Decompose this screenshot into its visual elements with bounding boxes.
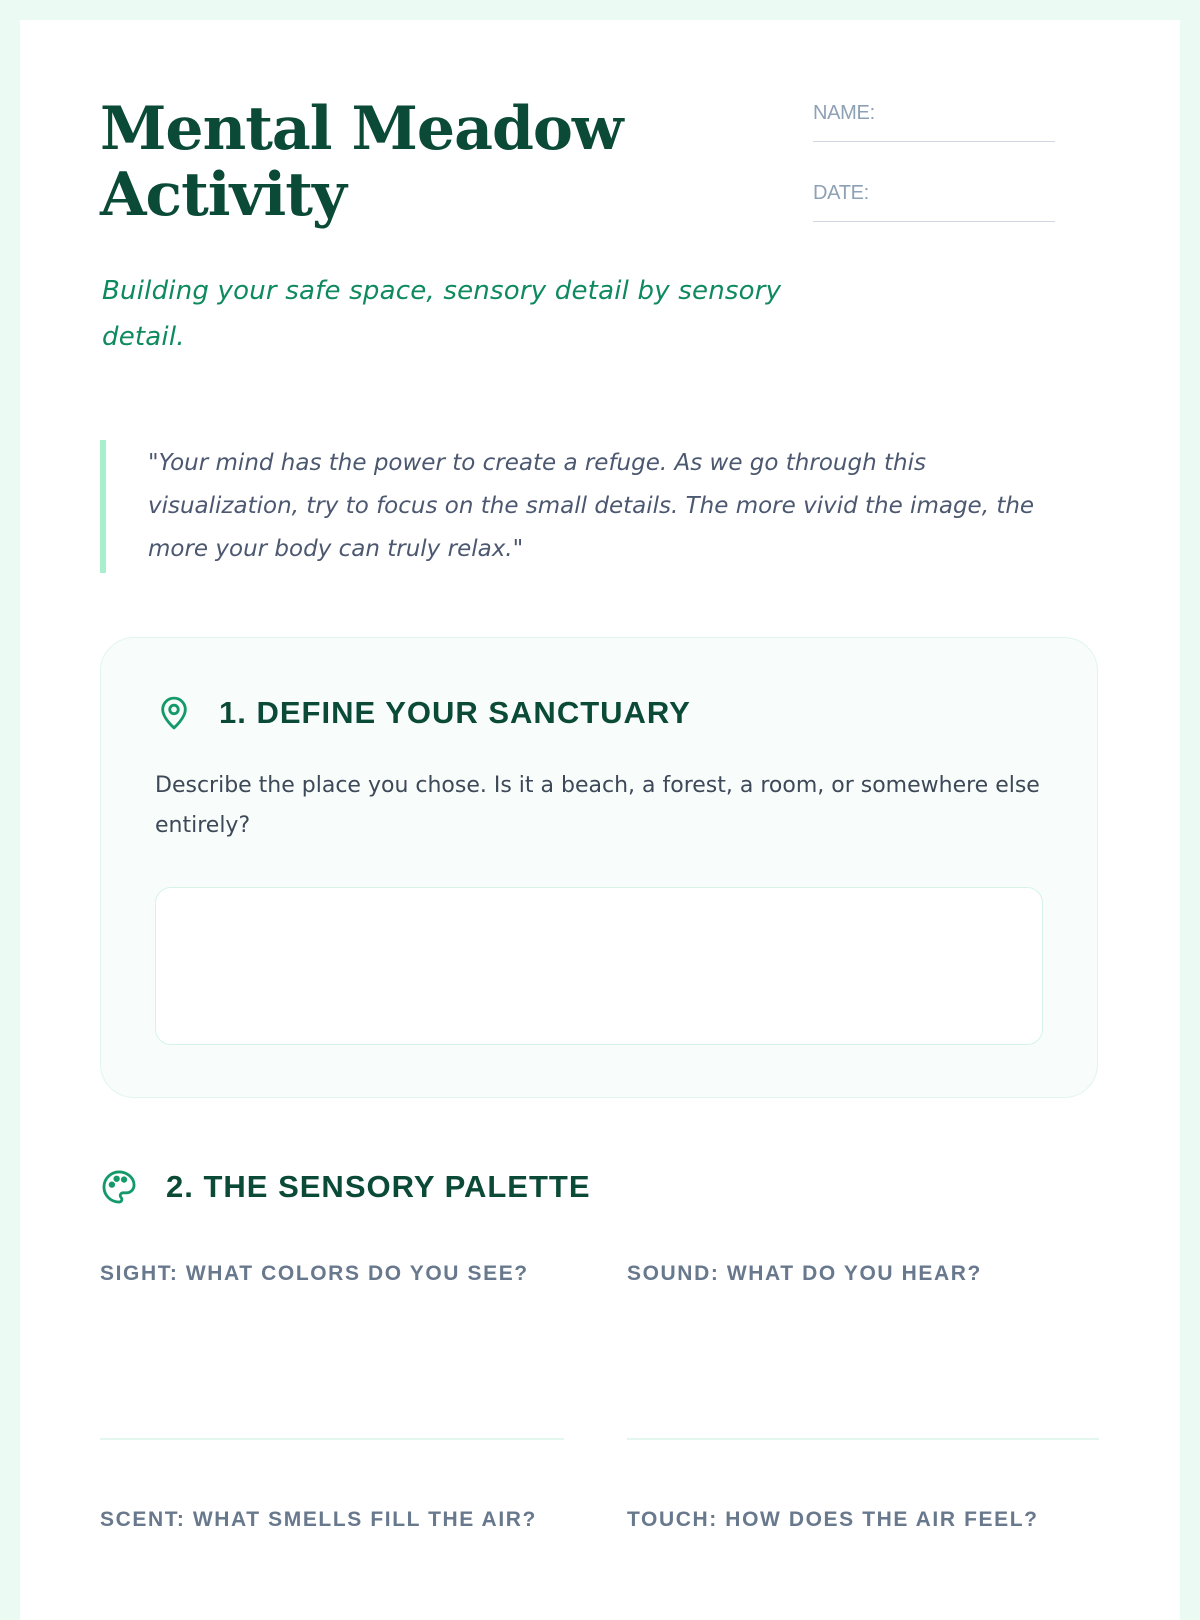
- name-line[interactable]: [813, 141, 1055, 142]
- scent-prompt: SCENT: WHAT SMELLS FILL THE AIR?: [100, 1508, 537, 1531]
- touch-prompt: TOUCH: HOW DOES THE AIR FEEL?: [627, 1508, 1039, 1531]
- sanctuary-header: [157, 694, 691, 732]
- intro-quote: "Your mind has the power to create a refuge. As we go through this visualization, try to focus on the small details. The more vivid the image, the more your body can truly relax.": [100, 440, 1048, 573]
- sanctuary-answer-box[interactable]: [155, 887, 1043, 1045]
- worksheet-page: [20, 20, 1180, 1620]
- sanctuary-card: [100, 637, 1098, 1098]
- page-subtitle: Building your safe space, sensory detail by sensory detail.: [102, 276, 782, 352]
- map-pin-icon: [157, 694, 191, 732]
- date-line[interactable]: [813, 221, 1055, 222]
- sensory-header: [100, 1168, 591, 1206]
- date-label: DATE:: [813, 182, 869, 204]
- sound-prompt: SOUND: WHAT DO YOU HEAR?: [627, 1262, 982, 1285]
- sight-prompt: SIGHT: WHAT COLORS DO YOU SEE?: [100, 1262, 529, 1285]
- page-title: Mental Meadow Activity: [100, 94, 623, 230]
- sound-answer-line[interactable]: [627, 1438, 1099, 1440]
- name-label: NAME:: [813, 102, 875, 124]
- section-2-title: 2. THE SENSORY PALETTE: [166, 1169, 591, 1204]
- sight-answer-line[interactable]: [100, 1438, 564, 1440]
- section-1-title: 1. DEFINE YOUR SANCTUARY: [219, 695, 691, 730]
- date-field[interactable]: [813, 182, 1055, 222]
- palette-icon: [100, 1168, 138, 1206]
- section-1-description: Describe the place you chose. Is it a beach, a forest, a room, or somewhere else entirely?: [155, 773, 1040, 838]
- name-field[interactable]: [813, 102, 1055, 142]
